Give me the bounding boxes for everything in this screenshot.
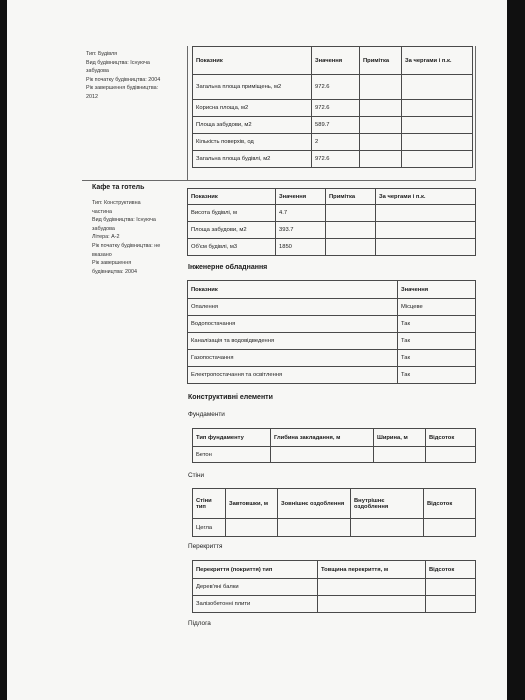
table-header: Відсоток xyxy=(426,429,476,447)
table-header: Примітка xyxy=(326,189,376,205)
table-row xyxy=(188,316,476,333)
table-row xyxy=(193,134,473,151)
table-header: Ширина, м xyxy=(374,429,426,447)
meta-line: Літера: А-2 xyxy=(92,234,120,241)
section-title: Конструктивні елементи xyxy=(188,394,273,401)
document-page xyxy=(7,0,507,700)
table-row xyxy=(193,519,476,537)
table-row xyxy=(188,350,476,367)
table-cell xyxy=(360,151,402,168)
table-header: За чергами і п.к. xyxy=(402,47,473,75)
structure-meta xyxy=(92,199,160,276)
engineering-table xyxy=(187,280,476,384)
table-cell xyxy=(376,222,476,239)
table-cell: Загальна площа будівлі, м2 xyxy=(193,151,312,168)
table-cell xyxy=(326,222,376,239)
table-row xyxy=(188,205,476,222)
meta-line: Вид будівництва: Існуюча xyxy=(86,59,150,66)
table-cell: 393.7 xyxy=(276,222,326,239)
table-row xyxy=(188,299,476,316)
table-header: Завтовшки, м xyxy=(226,489,278,519)
table-cell: Висота будівлі, м xyxy=(188,205,276,222)
table-cell: 972.6 xyxy=(312,100,360,117)
table-cell: 972.6 xyxy=(312,75,360,100)
meta-line: вказано xyxy=(92,251,112,258)
subsection-label: Стіни xyxy=(188,472,205,479)
section-title: Кафе та готель xyxy=(92,184,145,191)
table-cell xyxy=(426,579,476,596)
meta-line: Вид будівництва: Існуюча xyxy=(92,217,156,224)
structure-metrics-table xyxy=(187,188,476,256)
table-cell: 2 xyxy=(312,134,360,151)
table-cell xyxy=(360,117,402,134)
table-header: Примітка xyxy=(360,47,402,75)
table-row xyxy=(193,579,476,596)
table-header: Глибина закладання, м xyxy=(271,429,374,447)
table-cell xyxy=(426,596,476,613)
table-header: Зовнішнє оздоблення xyxy=(278,489,351,519)
table-cell: Корисна площа, м2 xyxy=(193,100,312,117)
table-cell xyxy=(318,579,426,596)
table-cell: Дерев'яні балки xyxy=(193,579,318,596)
meta-line: Рік початку будівництва: 2004 xyxy=(86,76,161,83)
meta-line: Тип: Будівля xyxy=(86,51,118,57)
building-metrics-table xyxy=(192,46,473,168)
table-cell: Площа забудови, м2 xyxy=(193,117,312,134)
table-cell: Цегла xyxy=(193,519,226,537)
table-header: Тип фундаменту xyxy=(193,429,271,447)
table-cell: Об'єм будівлі, м3 xyxy=(188,239,276,256)
table-header: Значення xyxy=(398,281,476,299)
table-row xyxy=(193,100,473,117)
table-cell: Каналізація та водовідведення xyxy=(188,333,398,350)
table-cell xyxy=(402,151,473,168)
table-cell: Залізобетонні плити xyxy=(193,596,318,613)
table-header: Внутрішнє оздоблення xyxy=(351,489,424,519)
meta-line: забудова xyxy=(86,68,109,75)
building-meta xyxy=(86,50,160,102)
section-title: Інженерне обладнання xyxy=(188,264,268,271)
table-cell: Газопостачання xyxy=(188,350,398,367)
table-cell: Так xyxy=(398,350,476,367)
scan-border xyxy=(507,0,525,700)
table-cell: Місцеве xyxy=(398,299,476,316)
table-cell: Електропостачання та освітлення xyxy=(188,367,398,384)
table-cell: 1850 xyxy=(276,239,326,256)
table-header: Значення xyxy=(276,189,326,205)
table-cell: Водопостачання xyxy=(188,316,398,333)
table-cell: Так xyxy=(398,316,476,333)
table-cell xyxy=(402,75,473,100)
table-header: Відсоток xyxy=(426,561,476,579)
table-cell xyxy=(360,134,402,151)
table-cell: Бетон xyxy=(193,447,271,463)
table-cell: 972.6 xyxy=(312,151,360,168)
table-cell xyxy=(351,519,424,537)
table-row xyxy=(188,222,476,239)
meta-line: Рік початку будівництва: не xyxy=(92,242,161,249)
meta-line: Рік завершення будівництва: xyxy=(86,85,159,92)
table-cell xyxy=(226,519,278,537)
meta-line: 2012 xyxy=(86,93,98,100)
table-header: Показник xyxy=(188,189,276,205)
floors-table xyxy=(192,560,476,613)
table-header: Значення xyxy=(312,47,360,75)
table-cell xyxy=(402,117,473,134)
table-row xyxy=(188,239,476,256)
table-cell xyxy=(426,447,476,463)
table-cell: Опалення xyxy=(188,299,398,316)
subsection-label: Фундаменти xyxy=(188,411,225,418)
meta-line: Рік завершення xyxy=(92,260,132,267)
table-cell xyxy=(376,205,476,222)
subsection-label: Перекриття xyxy=(188,543,223,550)
table-cell: Так xyxy=(398,333,476,350)
table-cell xyxy=(424,519,476,537)
table-cell xyxy=(402,100,473,117)
table-cell: 4.7 xyxy=(276,205,326,222)
table-cell xyxy=(360,100,402,117)
walls-table xyxy=(192,488,476,537)
table-row xyxy=(188,333,476,350)
frame-divider xyxy=(187,46,188,180)
table-cell: Так xyxy=(398,367,476,384)
table-header: Відсоток xyxy=(424,489,476,519)
table-row xyxy=(193,447,476,463)
foundation-table xyxy=(192,428,476,463)
subsection-label: Підлога xyxy=(188,620,211,627)
meta-line: частина xyxy=(92,208,112,215)
table-cell: Площа забудови, м2 xyxy=(188,222,276,239)
table-row xyxy=(193,596,476,613)
table-header: Товщина перекриття, м xyxy=(318,561,426,579)
table-cell: 589.7 xyxy=(312,117,360,134)
table-row xyxy=(193,75,473,100)
table-row xyxy=(188,367,476,384)
table-cell xyxy=(318,596,426,613)
table-cell xyxy=(271,447,374,463)
table-row xyxy=(193,117,473,134)
frame-divider xyxy=(82,180,476,181)
frame-divider xyxy=(475,46,476,180)
table-cell xyxy=(360,75,402,100)
table-cell: Кількість поверхів, од xyxy=(193,134,312,151)
meta-line: Тип: Конструктивна xyxy=(92,200,141,206)
table-cell xyxy=(326,239,376,256)
table-header: Показник xyxy=(193,47,312,75)
table-header: За чергами і п.к. xyxy=(376,189,476,205)
table-cell xyxy=(402,134,473,151)
table-row xyxy=(193,151,473,168)
table-cell: Загальна площа приміщень, м2 xyxy=(193,75,312,100)
table-header: Стіни тип xyxy=(193,489,226,519)
meta-line: будівництва: 2004 xyxy=(92,268,138,275)
table-cell xyxy=(326,205,376,222)
table-header: Перекриття (покриття) тип xyxy=(193,561,318,579)
table-header: Показник xyxy=(188,281,398,299)
table-cell xyxy=(376,239,476,256)
meta-line: забудова xyxy=(92,225,115,232)
table-cell xyxy=(278,519,351,537)
table-cell xyxy=(374,447,426,463)
